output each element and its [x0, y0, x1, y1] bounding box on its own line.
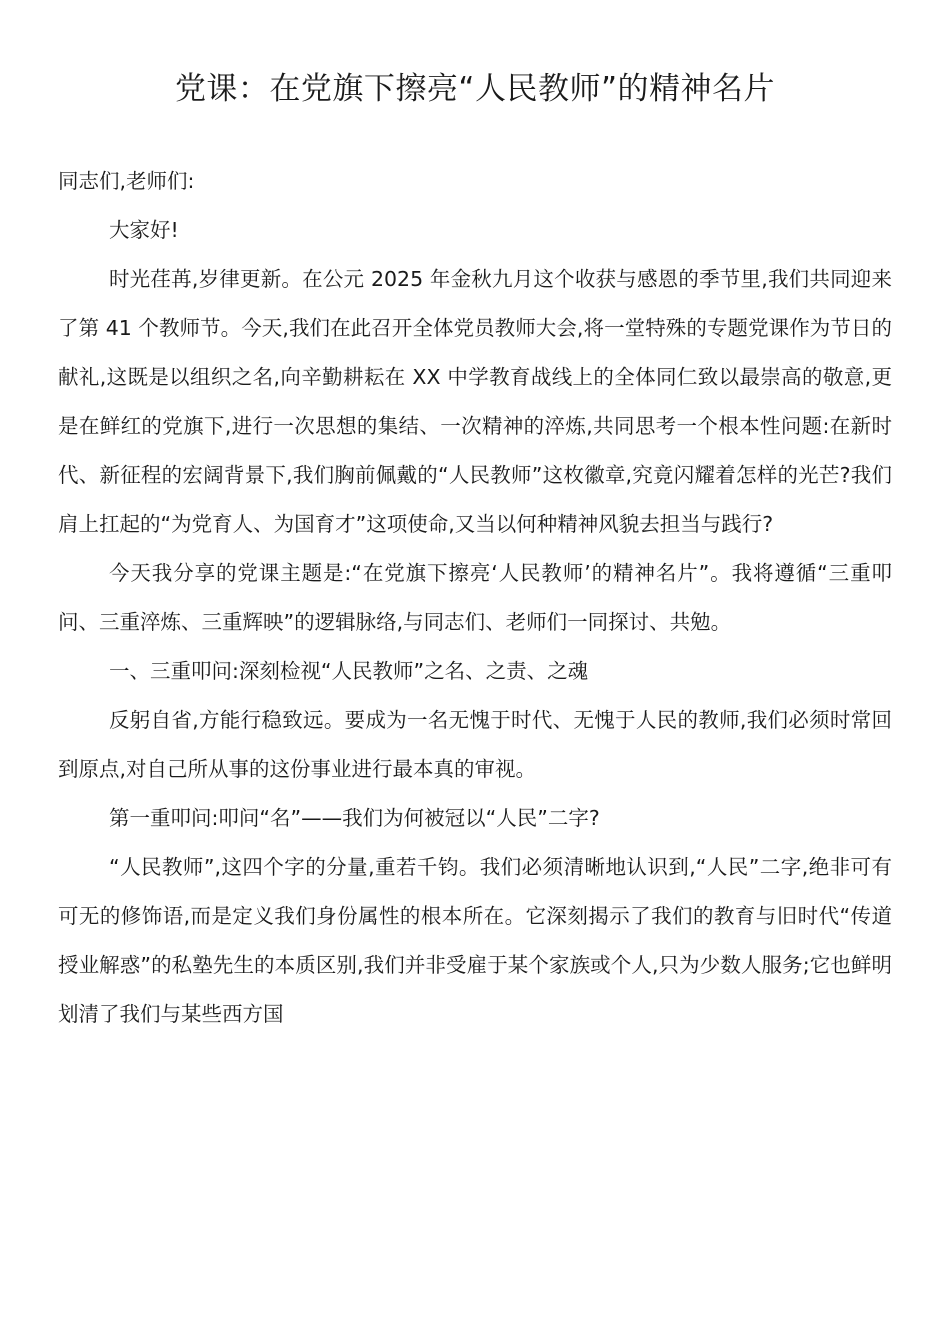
- section-heading: 一、三重叩问:深刻检视“人民教师”之名、之责、之魂: [109, 659, 589, 683]
- paragraph-theme: 今天我分享的党课主题是:“在党旗下擦亮‘人民教师’的精神名片”。我将遵循“三重叩问、三重淬炼、三重辉映”的逻辑脉络,与同志们、老师们一同探讨、共勉。: [58, 561, 892, 634]
- document-title: 党课：在党旗下擦亮“人民教师”的精神名片: [174, 71, 776, 107]
- salutation: 同志们,老师们:: [58, 169, 195, 193]
- document-body: [58, 157, 892, 1039]
- subheading-first-question: 第一重叩问:叩问“名”——我们为何被冠以“人民”二字?: [109, 806, 600, 830]
- greeting: 大家好!: [109, 218, 179, 242]
- paragraph-people-teacher: “人民教师”,这四个字的分量,重若千钧。我们必须清晰地认识到,“人民”二字,绝非可有可无的修饰语,而是定义我们身份属性的根本所在。它深刻揭示了我们的教育与旧时代“传道授业解惑”的私塾先生的本质区别,我们并非受雇于某个家族或个人,只为少数人服务;它也鲜明划清了我们与某些西方国: [58, 855, 892, 1026]
- paragraph-reflection: 反躬自省,方能行稳致远。要成为一名无愧于时代、无愧于人民的教师,我们必须时常回到原点,对自己所从事的这份事业进行最本真的审视。: [58, 708, 892, 781]
- paragraph-opening: 时光荏苒,岁律更新。在公元 2025 年金秋九月这个收获与感恩的季节里,我们共同迎来了第 41 个教师节。今天,我们在此召开全体党员教师大会,将一堂特殊的专题党课作为节日的献礼,这既是以组织之名,向辛勤耕耘在 XX 中学教育战线上的全体同仁致以最崇高的敬意,更是在鲜红的党旗下,进行一次思想的集结、一次精神的淬炼,共同思考一个根本性问题:在新时代、新征程的宏阔背景下,我们胸前佩戴的“人民教师”这枚徽章,究竟闪耀着怎样的光芒?我们肩上扛起的“为党育人、为国育才”这项使命,又当以何种精神风貌去担当与践行?: [58, 267, 892, 536]
